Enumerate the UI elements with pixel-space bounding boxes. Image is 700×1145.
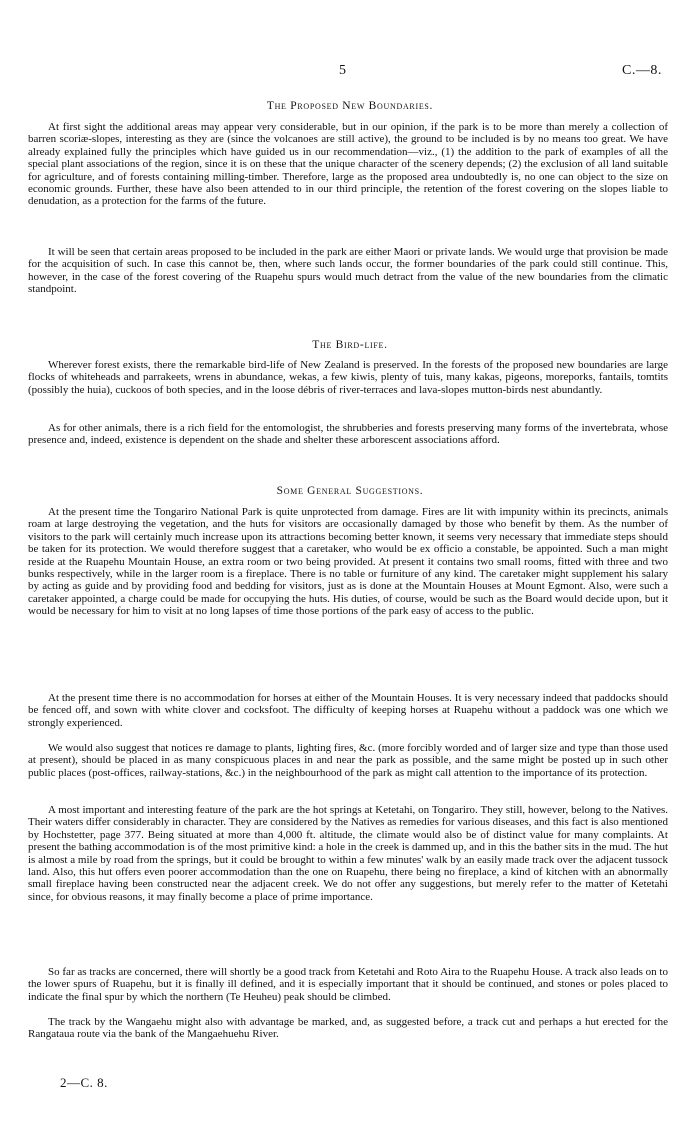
section-heading-bird-life: The Bird-life. [312,339,388,351]
paragraph: It will be seen that certain areas proposed to be included in the park are either Maori or private lands. We would urge that provision be made for the acquisition of such. In case this cannot be, then, where such lands occur, the former boundaries of the park could still continue. This, however, in the case of the forest covering of the Ruapehu spurs would much detract from the value of the new boundaries from the climatic standpoint. [28,246,668,296]
paragraph: So far as tracks are concerned, there will shortly be a good track from Ketetahi and Roto Aira to the Ruapehu House. A track also leads on to the lower spurs of Ruapehu, but it is finally ill defined, and it is especially important that it should be continued, and stones or poles placed to indicate the final spur by which the northern (Te Heuheu) peak should be climbed. [28,966,668,1003]
section-heading-boundaries: The Proposed New Boundaries. [266,100,434,112]
section-heading-suggestions: Some General Suggestions. [276,485,424,497]
paragraph: We would also suggest that notices re damage to plants, lighting fires, &c. (more forcibly worded and of larger size and type than those used at present), should be placed in as many conspicuous places in and near the park as possible, and the same might be posted up in such other public places (post-offices, railway-stations, &c.) in the neighbourhood of the park as might call attention to the importance of its protection. [28,742,668,779]
paragraph: At first sight the additional areas may appear very considerable, but in our opinion, if the park is to be more than merely a collection of barren scoriæ-slopes, interesting as they are (since the volcanoes are still active), the ground to be included is by no means too great. We have already explained fully the principles which have guided us in our recommendation—viz., (1) the addition to the park of examples of all the special plant associations of the region, since it is on these that the unique character of the scenery depends; (2) the exclusion of all land suitable for agriculture, and of forests containing milling-timber. Therefore, large as the proposed area undoubtedly is, no one can object to the size on economic grounds. Further, these have also been attended to in our third principle, the retention of the forest covering on the slopes liable to denudation, as a protection for the farms of the future. [28,121,668,208]
document-reference: C.—8. [622,63,662,78]
paragraph: At the present time the Tongariro National Park is quite unprotected from damage. Fires are lit with impunity within its precincts, animals roam at large destroying the vegetation, and the huts for visitors are occasionally damaged by those who benefit by them. As the number of visitors to the park will certainly much increase upon its attractions becoming better known, it seems very necessary that immediate steps should be taken for its protection. We would therefore suggest that a caretaker, who would be ex officio a constable, be appointed. Such a man might reside at the Ruapehu Mountain House, an extra room or two being provided. At present it contains two small rooms, fitted with three and two bunks respectively, while in the larger room is a fireplace. There is no table or furniture of any kind. The caretaker might supplement his salary by acting as guide and by providing food and bedding for visitors, just as is done at the Mountain Houses at Mount Egmont. Also, were such a caretaker appointed, a charge could be made for occupying the huts. His duties, of course, would be such as the Board would decide upon, but it would be necessary for him to visit at no long lapses of time those portions of the park easy of access to the public. [28,506,668,618]
signature-mark: 2—C. 8. [60,1075,108,1090]
paragraph: At the present time there is no accommodation for horses at either of the Mountain Houses. It is very necessary indeed that paddocks should be fenced off, and sown with white clover and cocksfoot. The difficulty of keeping horses at Ruapehu without a paddock was one which we strongly experienced. [28,692,668,729]
page-number: 5 [339,63,346,78]
paragraph: A most important and interesting feature of the park are the hot springs at Ketetahi, on Tongariro. They still, however, belong to the Natives. Their waters differ considerably in character. They are considered by the Natives as remedies for various diseases, and this fact is also mentioned by Hochstetter, page 377. Being situated at more than 4,000 ft. altitude, the climate would also be of distinct value for many complaints. At present the bathing accommodation is of the most primitive kind: a hole in the creek is dammed up, and in this the bather sits in the mud. The hut is almost a mile by road from the springs, but it could be brought to within a few minutes' walk by an easily made track over the adjacent tussock land. Also, this hut offers even poorer accommodation than the one on Ruapehu, there being no fireplace, a kind of kitchen with an abnormally small fireplace having been constructed near the adjacent creek. We do not offer any suggestions, but merely refer to the matter of Ketetahi since, for obvious reasons, it may finally become a place of prime importance. [28,804,668,903]
paragraph: As for other animals, there is a rich field for the entomologist, the shrubberies and forests preserving many forms of the invertebrata, whose presence and, indeed, existence is dependent on the shade and shelter these arborescent associations afford. [28,422,668,447]
paragraph: Wherever forest exists, there the remarkable bird-life of New Zealand is preserved. In the forests of the proposed new boundaries are large flocks of whiteheads and parrakeets, wrens in abundance, wekas, a few kiwis, plenty of tuis, many kakas, pigeons, moreporks, fantails, tomtits (possibly the huia), cuckoos of both species, and in the loose débris of river-terraces and lava-slopes mutton-birds nest abundantly. [28,359,668,396]
paragraph: The track by the Wangaehu might also with advantage be marked, and, as suggested before, a track cut and perhaps a hut erected for the Rangataua route via the bank of the Mangaehuehu River. [28,1016,668,1041]
